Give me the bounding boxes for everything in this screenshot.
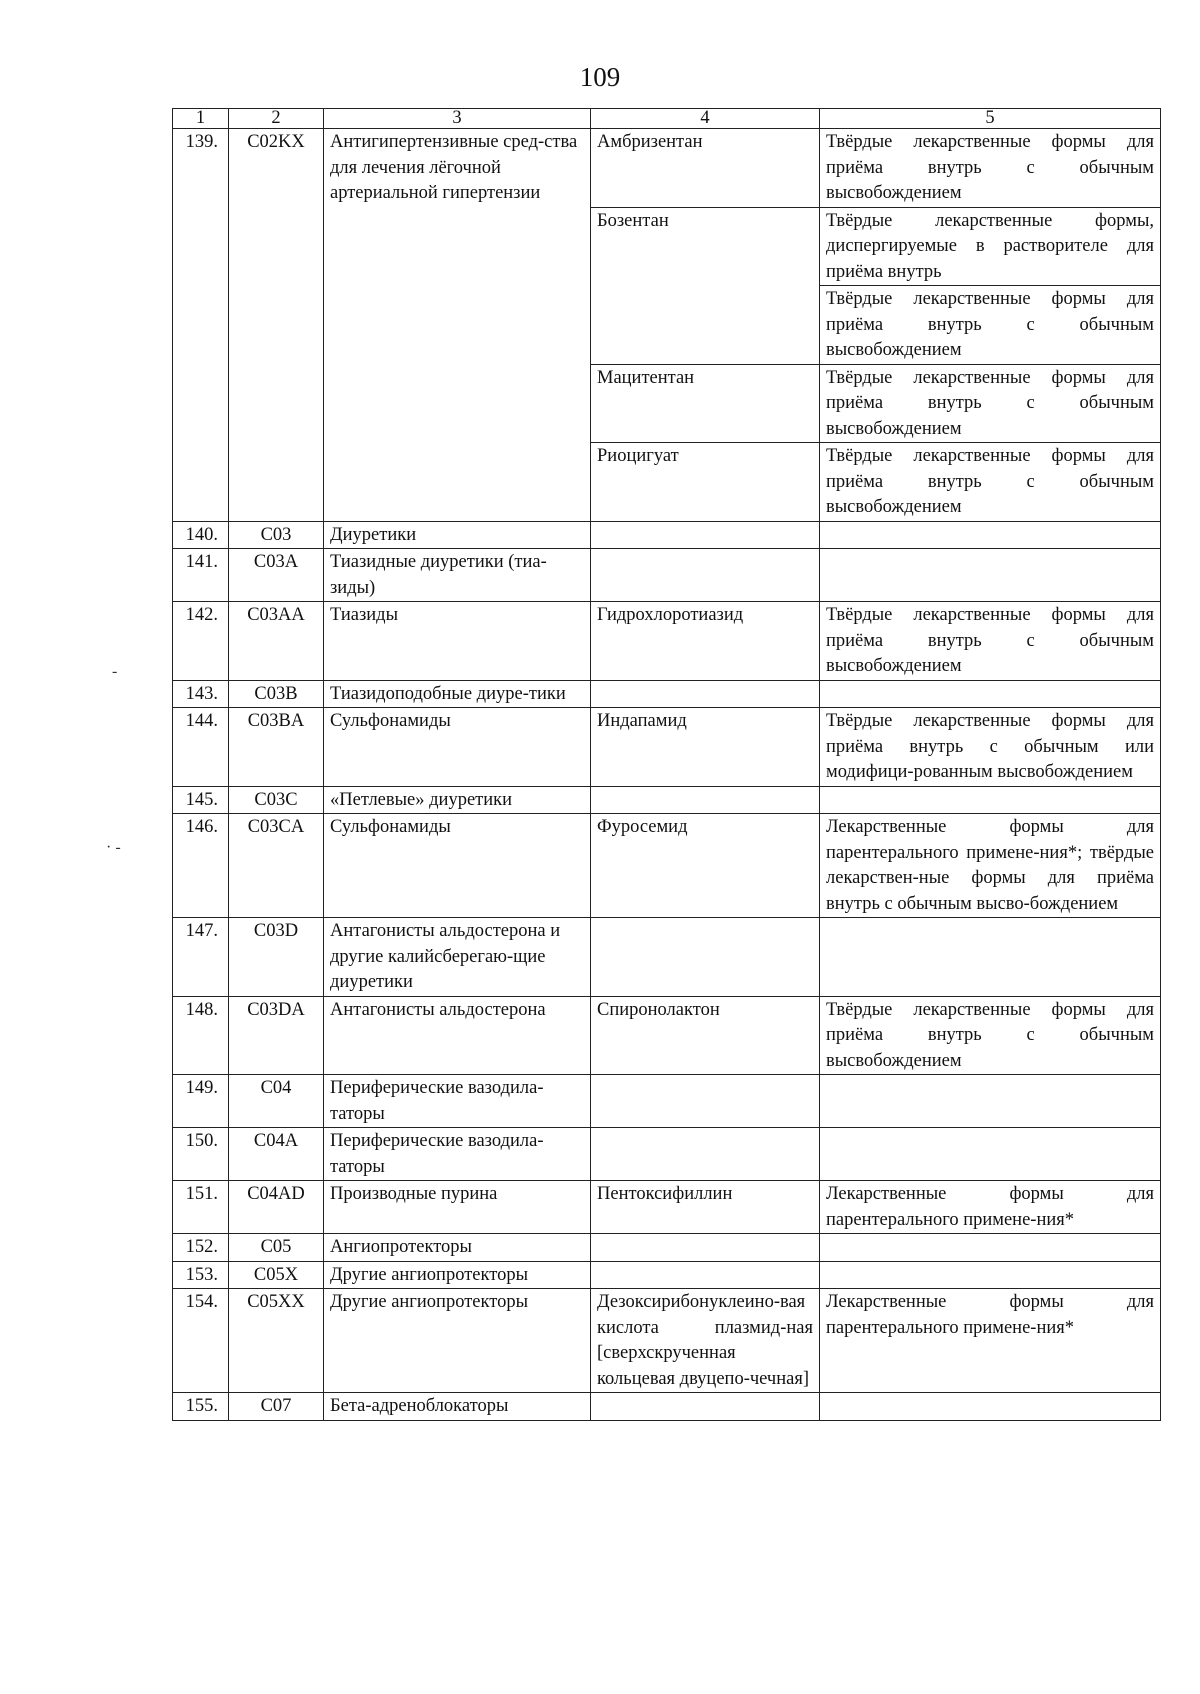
group-name: Бета-адреноблокаторы: [324, 1393, 591, 1421]
atc-code: C03CA: [229, 814, 324, 918]
drug-name: [591, 918, 820, 997]
drug-name: Пентоксифиллин: [591, 1181, 820, 1234]
atc-code: C03: [229, 521, 324, 549]
row-number: 151.: [173, 1181, 229, 1234]
atc-code: C05X: [229, 1261, 324, 1289]
drug-name: [591, 786, 820, 814]
dosage-form: Лекарственные формы для парентерального примене-ния*; твёрдые лекарствен-ные формы для приёма внутрь с обычным высво-бождением: [820, 814, 1161, 918]
table-row: [173, 996, 1161, 1075]
table-row: [173, 708, 1161, 787]
table-row: [173, 1393, 1161, 1421]
group-name: «Петлевые» диуретики: [324, 786, 591, 814]
drug-name: Риоцигуат: [591, 443, 820, 522]
row-number: 147.: [173, 918, 229, 997]
table-row: [173, 814, 1161, 918]
drug-name: Амбризентан: [591, 129, 820, 208]
scan-speck: -: [112, 663, 118, 680]
drug-name: [591, 1261, 820, 1289]
dosage-form: [820, 521, 1161, 549]
row-number: 148.: [173, 996, 229, 1075]
drug-name: Фуросемид: [591, 814, 820, 918]
atc-code: C05: [229, 1234, 324, 1262]
group-name: Тиазидоподобные диуре-тики: [324, 680, 591, 708]
atc-code: C03C: [229, 786, 324, 814]
row-number: 140.: [173, 521, 229, 549]
header-row: [173, 109, 1161, 129]
header-col-1: 1: [173, 109, 229, 129]
header-col-3: 3: [324, 109, 591, 129]
drug-name: [591, 521, 820, 549]
row-number: 141.: [173, 549, 229, 602]
table-row: [173, 1234, 1161, 1262]
atc-code: C07: [229, 1393, 324, 1421]
row-number: 153.: [173, 1261, 229, 1289]
table-row: [173, 918, 1161, 997]
row-number: 149.: [173, 1075, 229, 1128]
dosage-form: Твёрдые лекарственные формы, диспергируемые в растворителе для приёма внутрь: [820, 207, 1161, 286]
atc-code: C03BA: [229, 708, 324, 787]
row-number: 154.: [173, 1289, 229, 1393]
drug-name: Дезоксирибонуклеино-вая кислота плазмид-ная [сверхскрученная кольцевая двуцепо-чечная]: [591, 1289, 820, 1393]
table-row: [173, 549, 1161, 602]
drug-name: Гидрохлоротиазид: [591, 602, 820, 681]
table-row: [173, 786, 1161, 814]
drug-name: Индапамид: [591, 708, 820, 787]
group-name: Тиазиды: [324, 602, 591, 681]
dosage-form: [820, 680, 1161, 708]
row-number: 146.: [173, 814, 229, 918]
dosage-form: [820, 918, 1161, 997]
dosage-form: [820, 1261, 1161, 1289]
atc-code: C03B: [229, 680, 324, 708]
table-row: [173, 521, 1161, 549]
dosage-form: [820, 1393, 1161, 1421]
row-number: 152.: [173, 1234, 229, 1262]
atc-code: C03AA: [229, 602, 324, 681]
drug-name: Спиронолактон: [591, 996, 820, 1075]
dosage-form: Твёрдые лекарственные формы для приёма внутрь с обычным высвобождением: [820, 286, 1161, 365]
dosage-form: Твёрдые лекарственные формы для приёма внутрь с обычным высвобождением: [820, 602, 1161, 681]
row-number: 144.: [173, 708, 229, 787]
table-row: [173, 1261, 1161, 1289]
drug-name: [591, 1128, 820, 1181]
table-row: [173, 129, 1161, 208]
scan-speck: · -: [106, 839, 121, 856]
medication-table: [172, 108, 1161, 1421]
atc-code: C05XX: [229, 1289, 324, 1393]
dosage-form: Твёрдые лекарственные формы для приёма внутрь с обычным высвобождением: [820, 364, 1161, 443]
dosage-form: Лекарственные формы для парентерального примене-ния*: [820, 1181, 1161, 1234]
row-number: 142.: [173, 602, 229, 681]
group-name: Диуретики: [324, 521, 591, 549]
group-name: Сульфонамиды: [324, 814, 591, 918]
atc-code: C04AD: [229, 1181, 324, 1234]
dosage-form: Лекарственные формы для парентерального примене-ния*: [820, 1289, 1161, 1393]
table-row: [173, 1075, 1161, 1128]
dosage-form: Твёрдые лекарственные формы для приёма внутрь с обычным высвобождением: [820, 996, 1161, 1075]
group-name: Другие ангиопротекторы: [324, 1289, 591, 1393]
dosage-form: Твёрдые лекарственные формы для приёма внутрь с обычным высвобождением: [820, 129, 1161, 208]
table-row: [173, 602, 1161, 681]
drug-name: [591, 1234, 820, 1262]
group-name: Тиазидные диуретики (тиа-зиды): [324, 549, 591, 602]
group-name: Другие ангиопротекторы: [324, 1261, 591, 1289]
group-name: Антагонисты альдостерона и другие калийсберегаю-щие диуретики: [324, 918, 591, 997]
dosage-form: [820, 786, 1161, 814]
drug-name: Бозентан: [591, 207, 820, 364]
group-name: Антагонисты альдостерона: [324, 996, 591, 1075]
page-number: 109: [579, 62, 621, 92]
group-name: Антигипертензивные сред-ства для лечения лёгочной артериальной гипертензии: [324, 129, 591, 522]
group-name: Ангиопротекторы: [324, 1234, 591, 1262]
table-row: [173, 1289, 1161, 1393]
header-col-4: 4: [591, 109, 820, 129]
atc-code: C03D: [229, 918, 324, 997]
group-name: Периферические вазодила-таторы: [324, 1128, 591, 1181]
atc-code: C03A: [229, 549, 324, 602]
atc-code: C02KX: [229, 129, 324, 522]
row-number: 155.: [173, 1393, 229, 1421]
dosage-form: [820, 1075, 1161, 1128]
drug-name: [591, 680, 820, 708]
header-col-5: 5: [820, 109, 1161, 129]
table-row: [173, 680, 1161, 708]
drug-name: Мацитентан: [591, 364, 820, 443]
dosage-form: Твёрдые лекарственные формы для приёма внутрь с обычным высвобождением: [820, 443, 1161, 522]
group-name: Производные пурина: [324, 1181, 591, 1234]
atc-code: C04A: [229, 1128, 324, 1181]
drug-name: [591, 1393, 820, 1421]
dosage-form: Твёрдые лекарственные формы для приёма внутрь с обычным или модифици-рованным высвобождением: [820, 708, 1161, 787]
row-number: 150.: [173, 1128, 229, 1181]
group-name: Периферические вазодила-таторы: [324, 1075, 591, 1128]
table-row: [173, 1181, 1161, 1234]
atc-code: C03DA: [229, 996, 324, 1075]
header-col-2: 2: [229, 109, 324, 129]
dosage-form: [820, 1128, 1161, 1181]
table-row: [173, 1128, 1161, 1181]
dosage-form: [820, 1234, 1161, 1262]
dosage-form: [820, 549, 1161, 602]
group-name: Сульфонамиды: [324, 708, 591, 787]
drug-name: [591, 549, 820, 602]
row-number: 143.: [173, 680, 229, 708]
atc-code: C04: [229, 1075, 324, 1128]
drug-name: [591, 1075, 820, 1128]
row-number: 139.: [173, 129, 229, 522]
row-number: 145.: [173, 786, 229, 814]
